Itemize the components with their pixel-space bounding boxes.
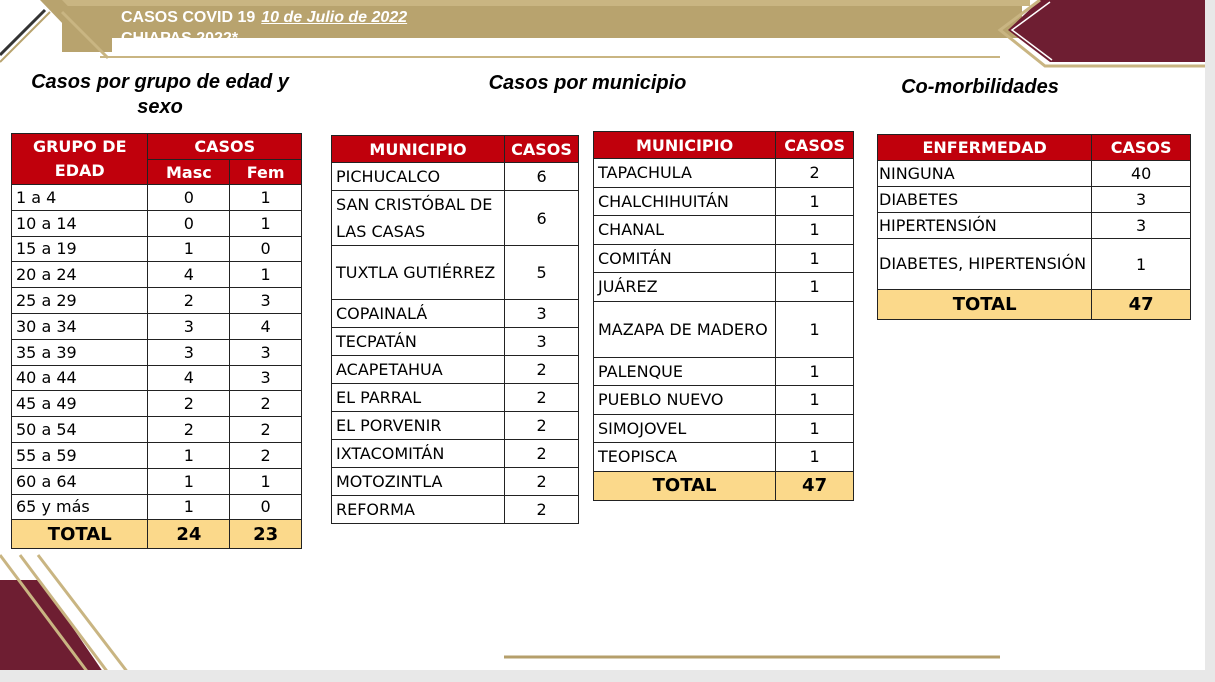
municipio-name-cell: PALENQUE <box>594 357 776 386</box>
female-cases-cell: 3 <box>230 365 302 391</box>
table-row <box>332 300 579 328</box>
table-row <box>12 442 302 468</box>
disease-cases-cell: 1 <box>1092 239 1191 290</box>
municipio-cases-cell: 1 <box>776 187 854 216</box>
header-male: Masc <box>148 160 230 185</box>
header-casos: CASOS <box>776 132 854 159</box>
table-row <box>878 239 1191 290</box>
female-cases-cell: 2 <box>230 442 302 468</box>
municipio-name-cell: TEOPISCA <box>594 443 776 472</box>
age-group-cell: 60 a 64 <box>12 468 148 494</box>
age-total-label: TOTAL <box>12 520 148 549</box>
municipio-name-cell: CHANAL <box>594 216 776 245</box>
table-row <box>594 301 854 357</box>
table-row <box>12 391 302 417</box>
municipio-cases-cell: 1 <box>776 273 854 302</box>
male-cases-cell: 4 <box>148 365 230 391</box>
municipio-name-cell: ACAPETAHUA <box>332 356 505 384</box>
male-cases-cell: 2 <box>148 288 230 314</box>
table-row <box>332 468 579 496</box>
table-row <box>332 328 579 356</box>
disease-name-cell: DIABETES <box>878 187 1092 213</box>
header-age-group: GRUPO DE EDAD <box>12 134 148 185</box>
male-cases-cell: 3 <box>148 313 230 339</box>
municipio-name-cell: PICHUCALCO <box>332 163 505 191</box>
municipio-cases-cell: 3 <box>505 300 579 328</box>
female-cases-cell: 4 <box>230 313 302 339</box>
municipio-cases-cell: 1 <box>776 414 854 443</box>
table-row <box>878 161 1191 187</box>
male-cases-cell: 2 <box>148 417 230 443</box>
municipio-cases-cell: 2 <box>505 440 579 468</box>
age-group-cell: 40 a 44 <box>12 365 148 391</box>
age-group-cell: 50 a 54 <box>12 417 148 443</box>
table-row <box>12 417 302 443</box>
female-cases-cell: 0 <box>230 494 302 520</box>
table-row <box>12 339 302 365</box>
header-female: Fem <box>230 160 302 185</box>
municipio-cases-cell: 1 <box>776 386 854 415</box>
comorbidity-total-label: TOTAL <box>878 290 1092 320</box>
age-group-cell: 65 y más <box>12 494 148 520</box>
municipio-name-cell: TAPACHULA <box>594 159 776 188</box>
male-cases-cell: 1 <box>148 468 230 494</box>
male-cases-cell: 0 <box>148 210 230 236</box>
municipio-cases-cell: 1 <box>776 443 854 472</box>
table-row <box>12 262 302 288</box>
municipio-name-cell: REFORMA <box>332 496 505 524</box>
table-row <box>594 443 854 472</box>
table-row <box>594 187 854 216</box>
table-row <box>12 365 302 391</box>
table-row <box>332 246 579 300</box>
age-group-cell: 25 a 29 <box>12 288 148 314</box>
male-cases-cell: 4 <box>148 262 230 288</box>
age-group-cell: 55 a 59 <box>12 442 148 468</box>
male-cases-cell: 2 <box>148 391 230 417</box>
table-row <box>12 236 302 262</box>
age-group-cell: 15 a 19 <box>12 236 148 262</box>
municipio-name-cell: TECPATÁN <box>332 328 505 356</box>
municipio-total-label: TOTAL <box>594 471 776 500</box>
age-group-cell: 30 a 34 <box>12 313 148 339</box>
municipio-name-cell: SIMOJOVEL <box>594 414 776 443</box>
municipio-name-cell: EL PORVENIR <box>332 412 505 440</box>
header-disease: ENFERMEDAD <box>878 135 1092 161</box>
disease-name-cell: HIPERTENSIÓN <box>878 213 1092 239</box>
comorbidity-section-title: Co-morbilidades <box>901 76 1059 98</box>
table-row <box>332 356 579 384</box>
age-section-title: Casos por grupo de edad y sexo <box>31 71 289 118</box>
male-cases-cell: 0 <box>148 185 230 211</box>
female-cases-cell: 2 <box>230 417 302 443</box>
age-total-female: 23 <box>230 520 302 549</box>
municipio-name-cell: IXTACOMITÁN <box>332 440 505 468</box>
age-group-cell: 45 a 49 <box>12 391 148 417</box>
table-row <box>12 468 302 494</box>
header-casos: CASOS <box>505 136 579 163</box>
age-group-cell: 20 a 24 <box>12 262 148 288</box>
municipio-name-cell: COPAINALÁ <box>332 300 505 328</box>
municipio-cases-cell: 1 <box>776 216 854 245</box>
municipio-cases-cell: 1 <box>776 301 854 357</box>
municipio-name-cell: MOTOZINTLA <box>332 468 505 496</box>
table-row <box>878 213 1191 239</box>
header-line1: CASOS COVID 19 <box>121 9 256 26</box>
table-row <box>594 414 854 443</box>
female-cases-cell: 2 <box>230 391 302 417</box>
table-row <box>332 412 579 440</box>
disease-cases-cell: 3 <box>1092 187 1191 213</box>
age-group-cell: 1 a 4 <box>12 185 148 211</box>
municipio-cases-cell: 2 <box>505 496 579 524</box>
female-cases-cell: 0 <box>230 236 302 262</box>
male-cases-cell: 3 <box>148 339 230 365</box>
municipio-cases-cell: 6 <box>505 163 579 191</box>
municipio-name-cell: JUÁREZ <box>594 273 776 302</box>
female-cases-cell: 1 <box>230 468 302 494</box>
municipio-cases-cell: 1 <box>776 244 854 273</box>
table-row <box>332 496 579 524</box>
municipio-name-cell: TUXTLA GUTIÉRREZ <box>332 246 505 300</box>
header-municipio: MUNICIPIO <box>332 136 505 163</box>
table-row <box>332 384 579 412</box>
male-cases-cell: 1 <box>148 494 230 520</box>
municipio-cases-cell: 5 <box>505 246 579 300</box>
municipio-cases-cell: 2 <box>505 412 579 440</box>
municipio-cases-cell: 2 <box>505 468 579 496</box>
disease-cases-cell: 40 <box>1092 161 1191 187</box>
table-row <box>12 494 302 520</box>
age-total-male: 24 <box>148 520 230 549</box>
male-cases-cell: 1 <box>148 442 230 468</box>
table-row <box>594 357 854 386</box>
table-row <box>594 216 854 245</box>
age-group-cell: 10 a 14 <box>12 210 148 236</box>
disease-name-cell: DIABETES, HIPERTENSIÓN <box>878 239 1092 290</box>
disease-cases-cell: 3 <box>1092 213 1191 239</box>
age-sex-table <box>11 133 302 549</box>
table-row <box>594 159 854 188</box>
table-row <box>12 288 302 314</box>
female-cases-cell: 1 <box>230 262 302 288</box>
municipio-name-cell: MAZAPA DE MADERO <box>594 301 776 357</box>
municipio-section-title: Casos por municipio <box>488 72 687 94</box>
municipio-cases-cell: 2 <box>505 384 579 412</box>
header-cases: CASOS <box>148 134 302 160</box>
municipio-name-cell: SAN CRISTÓBAL DE LAS CASAS <box>332 191 505 246</box>
municipio-cases-cell: 6 <box>505 191 579 246</box>
table-row <box>332 440 579 468</box>
table-row <box>12 210 302 236</box>
table-row <box>594 244 854 273</box>
comorbidity-table <box>877 134 1191 320</box>
table-row <box>332 191 579 246</box>
age-group-cell: 35 a 39 <box>12 339 148 365</box>
table-row <box>878 187 1191 213</box>
municipio-cases-cell: 1 <box>776 357 854 386</box>
header-line2: CHIAPAS 2022* <box>121 30 239 47</box>
municipio-cases-cell: 3 <box>505 328 579 356</box>
header-casos: CASOS <box>1092 135 1191 161</box>
table-row <box>594 386 854 415</box>
table-row <box>12 313 302 339</box>
header-municipio: MUNICIPIO <box>594 132 776 159</box>
female-cases-cell: 1 <box>230 185 302 211</box>
header-date: 10 de Julio de 2022 <box>261 9 408 26</box>
header-title <box>121 7 407 49</box>
municipio-cases-cell: 2 <box>505 356 579 384</box>
municipio-table-1 <box>331 135 579 524</box>
municipio-table-2 <box>593 131 854 501</box>
female-cases-cell: 3 <box>230 339 302 365</box>
municipio-name-cell: EL PARRAL <box>332 384 505 412</box>
municipio-cases-cell: 2 <box>776 159 854 188</box>
table-row <box>12 185 302 211</box>
municipio-total-value: 47 <box>776 471 854 500</box>
female-cases-cell: 1 <box>230 210 302 236</box>
comorbidity-total-value: 47 <box>1092 290 1191 320</box>
municipio-name-cell: CHALCHIHUITÁN <box>594 187 776 216</box>
municipio-name-cell: COMITÁN <box>594 244 776 273</box>
disease-name-cell: NINGUNA <box>878 161 1092 187</box>
female-cases-cell: 3 <box>230 288 302 314</box>
male-cases-cell: 1 <box>148 236 230 262</box>
table-row <box>594 273 854 302</box>
table-row <box>332 163 579 191</box>
municipio-name-cell: PUEBLO NUEVO <box>594 386 776 415</box>
